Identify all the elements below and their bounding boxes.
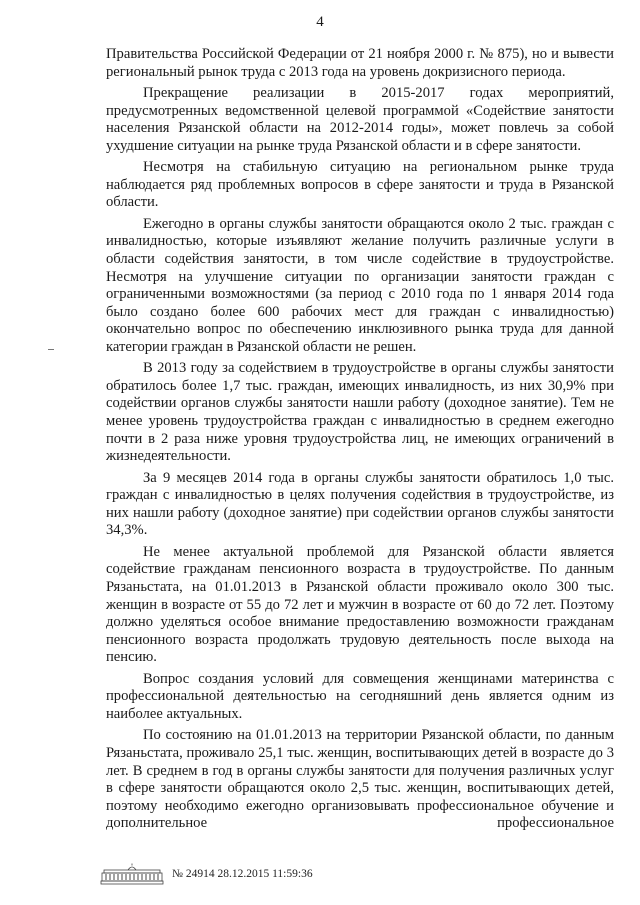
- paragraph: За 9 месяцев 2014 года в органы службы занятости обратилось 1,0 тыс. граждан с инвалидностью в целях получения содействия в трудоустройстве, из них нашли работу (доходное занятие) при содействии органов службы занятости 34,3%.: [106, 469, 614, 539]
- paragraph: Ежегодно в органы службы занятости обращаются около 2 тыс. граждан с инвалидностью, которые изъявляют желание получить различные услуги в области содействия занятости, в том числе содействие в трудоустройстве. Несмотря на улучшение ситуации по организации занятости граждан с ограниченными возможностями (за период с 2010 года по 1 января 2014 года было создано более 600 рабочих мест для граждан с инвалидностью) окончательно вопрос по обеспечению инклюзивного рынка труда для данной категории граждан в Рязанской области не решен.: [106, 215, 614, 355]
- document-registration: [172, 868, 313, 880]
- paragraph: Правительства Российской Федерации от 21 ноября 2000 г. № 875), но и вывести региональный рынок труда с 2013 года на уровень докризисного периода.: [106, 46, 614, 80]
- paragraph: В 2013 году за содействием в трудоустройстве в органы службы занятости обратилось более 1,7 тыс. граждан, имеющих инвалидность, из них 30,9% при содействии органов службы занятости нашли работу (доходное занятие). Тем не менее уровень трудоустройства граждан с инвалидностью в среднем ежегодно почти в 2 раза ниже уровня трудоустройства лиц, не имеющих ограничений в жизнедеятельности.: [106, 360, 614, 465]
- document-number: № 24914: [172, 868, 215, 880]
- document-footer: [100, 862, 313, 886]
- margin-mark: [48, 349, 54, 350]
- paragraph: По состоянию на 01.01.2013 на территории Рязанской области, по данным Рязаньстата, проживало 25,1 тыс. женщин, воспитывающих детей в возрасте до 3 лет. В среднем в год в органы службы занятости для получения различных услуг в сфере занятости обращаются около 2,5 тыс. женщин, воспитывающих детей, поэтому необходимо ежегодно организовывать профессиональное обучение и дополнительное профессиональное: [106, 727, 614, 832]
- document-timestamp: 28.12.2015 11:59:36: [217, 868, 313, 880]
- paragraph: Прекращение реализации в 2015-2017 годах мероприятий, предусмотренных ведомственной целевой программой «Содействие занятости населения Рязанской области на 2012-2014 годы», может повлечь за собой ухудшение ситуации на рынке труда Рязанской области и в сфере занятости.: [106, 84, 614, 154]
- paragraph: Несмотря на стабильную ситуацию на региональном рынке труда наблюдается ряд проблемных вопросов в сфере занятости и труда в Рязанской области.: [106, 159, 614, 211]
- building-stamp-icon: [100, 862, 164, 886]
- paragraph: Вопрос создания условий для совмещения женщинами материнства с профессиональной деятельностью на сегодняшний день является одним из наиболее актуальных.: [106, 670, 614, 722]
- paragraph: Не менее актуальной проблемой для Рязанской области является содействие гражданам пенсионного возраста в трудоустройстве. По данным Рязаньстата, на 01.01.2013 в Рязанской области проживало около 300 тыс. женщин в возрасте от 55 до 72 лет и мужчин в возрасте от 60 до 72 лет. Поэтому должно уделяться особое внимание предоставлению возможности гражданам пенсионного возраста продолжать трудовую деятельность после выхода на пенсию.: [106, 543, 614, 666]
- document-body: [106, 46, 614, 833]
- page-number: 4: [316, 14, 324, 30]
